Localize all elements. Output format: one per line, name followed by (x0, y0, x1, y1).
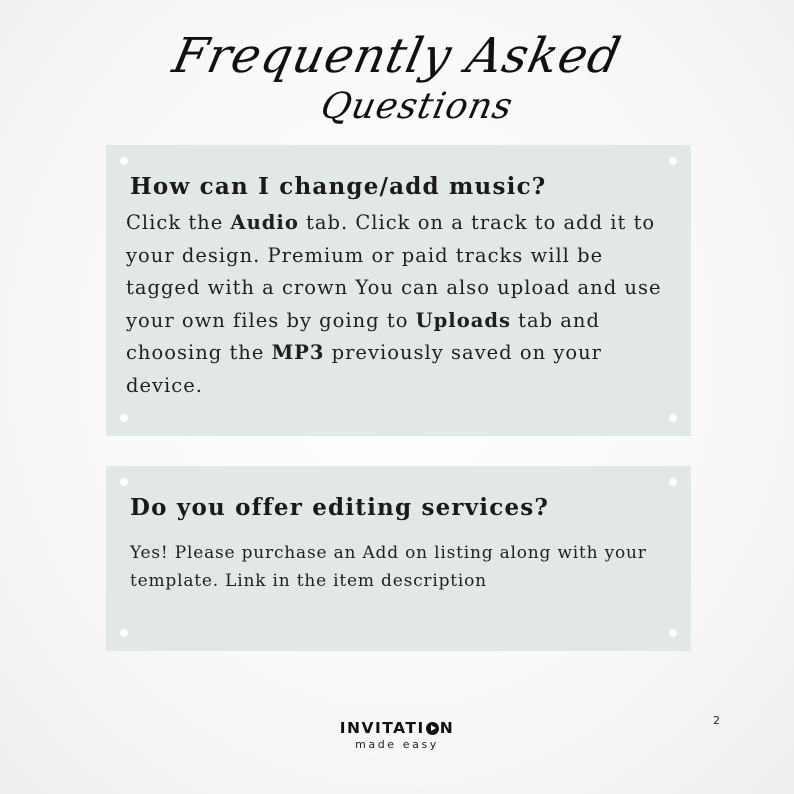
pin-dot-icon (669, 157, 677, 165)
pin-dot-icon (669, 629, 677, 637)
logo-tagline: made easy (355, 738, 439, 751)
brand-logo (0, 718, 794, 751)
answer-text: tab and choosing the (126, 308, 600, 364)
pin-dot-icon (669, 414, 677, 422)
answer-keyword-mp3: MP3 (271, 341, 325, 364)
answer-text: Click the (126, 211, 231, 234)
pin-dot-icon (120, 157, 128, 165)
logo-text-start: INVITATI (339, 719, 425, 737)
answer-text: previously saved on your device. (126, 341, 602, 397)
faq-question: How can I change/add music? (130, 173, 547, 200)
page-title-line-2: Questions (317, 86, 517, 127)
pin-dot-icon (669, 478, 677, 486)
pin-dot-icon (120, 414, 128, 422)
pin-dot-icon (120, 629, 128, 637)
answer-text: Yes! Please purchase an Add on listing along with your template. Link in the item description (130, 543, 647, 591)
faq-answer (130, 539, 673, 595)
pin-dot-icon (120, 478, 128, 486)
play-circle-icon (426, 722, 439, 735)
page-number: 2 (713, 714, 720, 727)
logo-text-end: N (439, 719, 455, 737)
answer-keyword-audio: Audio (230, 211, 299, 234)
faq-card-editing (106, 466, 691, 651)
logo-wordmark (340, 719, 455, 737)
faq-question: Do you offer editing services? (130, 494, 550, 521)
page-title-line-1: Frequently Asked (167, 28, 627, 84)
answer-keyword-uploads: Uploads (415, 308, 511, 332)
answer-text: tab. Click on a track to add it to your design. Premium or paid tracks will be tagged with a crown You can also upload and use your own files by going to (126, 211, 662, 332)
faq-card-music (106, 145, 691, 436)
faq-answer (126, 207, 673, 402)
